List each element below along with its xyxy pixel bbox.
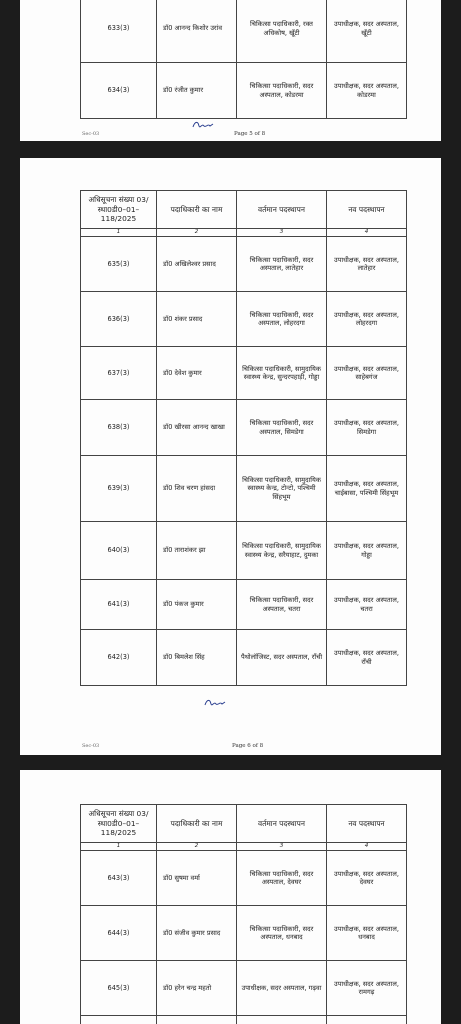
column-index: 3 <box>237 229 327 237</box>
table-row <box>81 851 407 906</box>
new-posting: उपाधीक्षक, सदर अस्पताल, रामगढ़ <box>327 961 407 1016</box>
new-posting: उपाधीक्षक, सदर अस्पताल, खूँटी <box>327 0 407 63</box>
notification-number: 636(3) <box>81 292 157 347</box>
column-index: 2 <box>157 843 237 851</box>
officer-name: डॉ0 खीरसा आनन्द खाखा <box>157 400 237 456</box>
column-index: 3 <box>237 843 327 851</box>
notification-number: 643(3) <box>81 851 157 906</box>
current-posting: चिकित्सा पदाधिकारी, सामुदायिक स्वास्थ्य केन्द्र, टोन्टो, पश्चिमी सिंहभूम <box>237 456 327 522</box>
signature-initial-icon <box>192 120 214 130</box>
header-new-posting: नव पदस्थापन <box>327 805 407 843</box>
new-posting: उपाधीक्षक, सदर अस्पताल, चाईबासा, पश्चिमी सिंहभूम <box>327 456 407 522</box>
new-posting: उपाधीक्षक, सदर अस्पताल, साहेबगंज <box>327 347 407 400</box>
current-posting: चिकित्सा पदाधिकारी, सदर अस्पताल, कोडरमा <box>237 63 327 119</box>
table-row <box>81 961 407 1016</box>
new-posting: उपाधीक्षक, सदर अस्पताल, कोडरमा <box>327 63 407 119</box>
signature-initial-icon <box>204 698 226 708</box>
notification-number: 637(3) <box>81 347 157 400</box>
header-new-posting: नव पदस्थापन <box>327 191 407 229</box>
current-posting: चिकित्सा पदाधिकारी, रक्त अधिकोष, खूँटी <box>237 0 327 63</box>
new-posting: उपाधीक्षक, सदर अस्पताल, चतरा <box>327 580 407 630</box>
table-header <box>81 805 407 843</box>
table-row <box>81 1016 407 1024</box>
new-posting: उपाधीक्षक, सदर अस्पताल, सिमडेगा <box>327 400 407 456</box>
header-current-posting: वर्तमान पदस्थापन <box>237 191 327 229</box>
current-posting: चिकित्सा पदाधिकारी, सदर अस्पताल, सिमडेगा <box>237 400 327 456</box>
table-row <box>81 63 407 119</box>
column-index: 1 <box>81 229 157 237</box>
notification-number: 644(3) <box>81 906 157 961</box>
document-page-6 <box>20 158 441 755</box>
current-posting: चिकित्सा पदाधिकारी, सदर अस्पताल, चतरा <box>237 580 327 630</box>
column-index-row <box>81 229 407 237</box>
table-row <box>81 0 407 63</box>
table-row <box>81 237 407 292</box>
officer-name: डॉ0 संजीव कुमार प्रसाद <box>157 906 237 961</box>
current-posting: उपाधीक्षक, सदर अस्पताल, गढ़वा <box>237 961 327 1016</box>
header-notification-number: अधिसूचना संख्या 03/स्था0डी0–01–118/2025 <box>81 191 157 229</box>
table-row <box>81 522 407 580</box>
officer-name: डॉ0 ताराशंकर झा <box>157 522 237 580</box>
officer-name: डॉ0 शंकर प्रसाद <box>157 292 237 347</box>
officer-name: डॉ0 रंजीत कुमार <box>157 63 237 119</box>
column-index: 1 <box>81 843 157 851</box>
header-notification-number: अधिसूचना संख्या 03/स्था0डी0–01–118/2025 <box>81 805 157 843</box>
table-row <box>81 400 407 456</box>
page-number: Page 5 of 8 <box>234 131 266 137</box>
current-posting: चिकित्सा पदाधिकारी, सदर अस्पताल, देवघर <box>237 851 327 906</box>
notification-number: 639(3) <box>81 456 157 522</box>
current-posting: पैथोलॉजिस्ट, सदर अस्पताल, राँची <box>237 630 327 686</box>
notification-number: 635(3) <box>81 237 157 292</box>
current-posting: चिकित्सा पदाधिकारी, सदर अस्पताल, लातेहार <box>237 237 327 292</box>
header-officer-name: पदाधिकारी का नाम <box>157 191 237 229</box>
document-page-7 <box>20 770 441 1024</box>
notification-number: 634(3) <box>81 63 157 119</box>
transfer-table-page-7 <box>80 804 407 1024</box>
new-posting: उपाधीक्षक, सदर अस्पताल, गोड्डा <box>327 522 407 580</box>
page-number: Page 6 of 8 <box>232 743 264 749</box>
current-posting: चिकित्सा पदाधिकारी, सामुदायिक स्वास्थ्य केन्द्र, सरैयाहाट, दुमका <box>237 522 327 580</box>
current-posting: चिकित्सा पदाधिकारी, सदर अस्पताल, धनबाद <box>237 906 327 961</box>
notification-number: 640(3) <box>81 522 157 580</box>
footer-code: Sec-03 <box>82 743 100 749</box>
document-page-5 <box>20 0 441 141</box>
officer-name: डॉ0 पंकज कुमार <box>157 580 237 630</box>
table-cell <box>237 1016 327 1024</box>
notification-number: 645(3) <box>81 961 157 1016</box>
new-posting: उपाधीक्षक, सदर अस्पताल, लातेहार <box>327 237 407 292</box>
officer-name: डॉ0 बिमलेश सिंह <box>157 630 237 686</box>
table-row <box>81 630 407 686</box>
officer-name: डॉ0 देवेश कुमार <box>157 347 237 400</box>
current-posting: चिकित्सा पदाधिकारी, सामुदायिक स्वास्थ्य केन्द्र, सुन्दरपहाड़ी, गोड्डा <box>237 347 327 400</box>
header-officer-name: पदाधिकारी का नाम <box>157 805 237 843</box>
officer-name: डॉ0 आनन्द किशोर उरांव <box>157 0 237 63</box>
officer-name: डॉ0 शिव चरण हांसदा <box>157 456 237 522</box>
table-cell <box>81 1016 157 1024</box>
header-current-posting: वर्तमान पदस्थापन <box>237 805 327 843</box>
table-row <box>81 347 407 400</box>
officer-name: डॉ0 अखिलेश्वर प्रसाद <box>157 237 237 292</box>
new-posting: उपाधीक्षक, सदर अस्पताल, देवघर <box>327 851 407 906</box>
column-index: 4 <box>327 843 407 851</box>
transfer-table-page-5 <box>80 0 407 119</box>
table-row <box>81 580 407 630</box>
column-index: 4 <box>327 229 407 237</box>
transfer-table-page-6 <box>80 190 407 686</box>
notification-number: 641(3) <box>81 580 157 630</box>
notification-number: 633(3) <box>81 0 157 63</box>
table-row <box>81 906 407 961</box>
column-index: 2 <box>157 229 237 237</box>
current-posting: चिकित्सा पदाधिकारी, सदर अस्पताल, लोहरदगा <box>237 292 327 347</box>
table-row <box>81 456 407 522</box>
notification-number: 642(3) <box>81 630 157 686</box>
footer-code: Sec-03 <box>82 131 100 137</box>
officer-name: डॉ0 हरेन चन्द्र महतो <box>157 961 237 1016</box>
column-index-row <box>81 843 407 851</box>
table-row <box>81 292 407 347</box>
notification-number: 638(3) <box>81 400 157 456</box>
table-header <box>81 191 407 229</box>
table-cell <box>157 1016 237 1024</box>
new-posting: उपाधीक्षक, सदर अस्पताल, धनबाद <box>327 906 407 961</box>
officer-name: डॉ0 सुषमा वर्मा <box>157 851 237 906</box>
table-cell <box>327 1016 407 1024</box>
new-posting: उपाधीक्षक, सदर अस्पताल, राँची <box>327 630 407 686</box>
new-posting: उपाधीक्षक, सदर अस्पताल, लोहरदगा <box>327 292 407 347</box>
